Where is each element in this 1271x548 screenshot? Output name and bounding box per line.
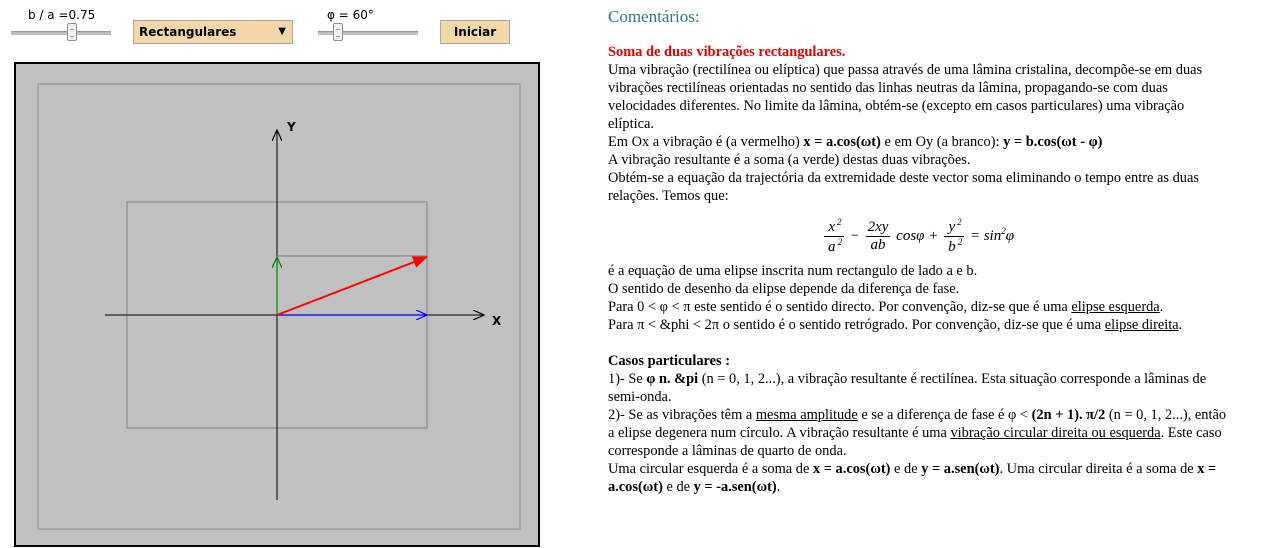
text: (n = 0, 1, 2...), a vibração resultante é rectilínea. Esta situação corresponde a lâminas de semi-onda.	[608, 371, 1207, 405]
case-2	[608, 406, 1228, 460]
ratio-label: b / a =0.75	[28, 8, 96, 22]
text: Em Ox a vibração é (a vermelho)	[608, 134, 804, 150]
paragraph-resultant: A vibração resultante é a soma (a verde) destas duas vibrações.	[608, 152, 971, 168]
vibration-canvas	[14, 62, 540, 547]
chevron-down-icon: ▼	[278, 26, 286, 37]
paragraph-equations	[608, 133, 1228, 151]
x-axis-label: X	[492, 314, 502, 328]
start-button[interactable]: Iniciar	[440, 20, 510, 44]
formula-a: a	[827, 239, 836, 255]
formula-ab: ab	[870, 237, 886, 253]
section-heading: Soma de duas vibrações rectangulares.	[608, 44, 846, 60]
text: .	[1178, 317, 1183, 333]
vibration-type-select[interactable]	[133, 20, 293, 44]
paragraph-circular	[608, 460, 1228, 496]
text: . Este caso corresponde a lâminas de quarto de onda.	[608, 425, 1222, 459]
link-right-ellipse[interactable]: elipse direita	[1104, 317, 1179, 333]
equation: x = a.cos(ωt)	[608, 461, 1217, 495]
text: e de	[662, 479, 694, 495]
text: 1)- Se	[608, 371, 647, 387]
text: e se a diferença de fase é φ <	[857, 407, 1032, 423]
text: e de	[890, 461, 922, 477]
formula-2xy: 2xy	[867, 219, 889, 235]
y-axis-label: Y	[287, 120, 296, 134]
formula-exp: 2	[1001, 225, 1006, 236]
equation: x = a.cos(ωt)	[812, 461, 891, 477]
equation: y = -a.sen(ωt)	[693, 479, 777, 495]
comments-title: Comentários:	[608, 7, 700, 26]
phase-label: φ = 60°	[327, 8, 374, 22]
x-equation: x = a.cos(ωt)	[803, 134, 881, 150]
formula-exp: 2	[837, 217, 842, 227]
text: 2)- Se as vibrações têm a	[608, 407, 756, 423]
y-equation: y = b.cos(ωt - φ)	[1003, 134, 1103, 150]
formula-b: b	[948, 239, 956, 255]
formula-x: x	[828, 219, 836, 235]
text: . Uma circular direita é a soma de	[999, 461, 1198, 477]
formula-exp: 2	[957, 217, 962, 227]
formula-cos: cosφ +	[896, 227, 939, 244]
text: .	[1159, 299, 1164, 315]
text: Uma circular esquerda é a soma de	[608, 461, 813, 477]
fraction-2xy-ab	[866, 219, 891, 254]
paragraph-left-ellipse	[608, 298, 1228, 316]
case-1-condition: φ n. &pi	[646, 371, 699, 387]
phase-slider-thumb[interactable]	[333, 23, 343, 41]
text: .	[776, 479, 781, 495]
fraction-y2-b2	[944, 217, 964, 256]
ellipse-formula	[608, 217, 1228, 256]
case-1	[608, 370, 1228, 406]
paragraph-trajectory: Obtém-se a equação da trajectória da extremidade deste vector soma eliminando o tempo entre as duas relações. Temos que:	[608, 170, 1199, 204]
formula-phi: φ	[1005, 227, 1015, 244]
formula-y: y	[948, 219, 956, 235]
link-left-ellipse[interactable]: elipse esquerda	[1071, 299, 1160, 315]
text: Para π < &phi < 2π o sentido é o sentido retrógrado. Por convenção, diz-se que é uma	[608, 317, 1105, 333]
text: e em Oy (a branco):	[880, 134, 1004, 150]
text: (n = 0, 1, 2...), então a elipse degenera num círculo. A vibração resultante é uma	[608, 407, 1227, 441]
link-circular-vibration[interactable]: vibração circular direita ou esquerda	[950, 425, 1161, 441]
case-2-condition: (2n + 1). π/2	[1031, 407, 1106, 423]
vibration-type-value: Rectangulares	[139, 25, 237, 39]
paragraph-right-ellipse	[608, 316, 1228, 334]
link-same-amplitude[interactable]: mesma amplitude	[755, 407, 858, 423]
text: Para 0 < φ < π este sentido é o sentido directo. Por convenção, diz-se que é uma	[608, 299, 1072, 315]
cases-heading-text: Casos particulares :	[608, 353, 731, 369]
vibration-drawing	[16, 64, 538, 545]
equation: y = a.sen(ωt)	[921, 461, 1000, 477]
fraction-x2-a2	[824, 217, 844, 256]
paragraph-intro: Uma vibração (rectilínea ou elíptica) que passa através de uma lâmina cristalina, decompõe-se em duas vibrações rectilíneas orientadas no sentido das linhas neutras da lâmina, propagando-se com duas velocidades diferentes. No limite da lâmina, obtém-se (excepto em casos particulares) uma vibração elíptica.	[608, 62, 1203, 132]
formula-eq-sin: = sin	[969, 227, 1002, 244]
inner-panel	[38, 84, 520, 529]
phase-slider[interactable]	[318, 22, 418, 42]
formula-minus: −	[849, 227, 860, 244]
paragraph-ellipse: é a equação de uma elipse inscrita num rectangulo de lado a e b.	[608, 263, 978, 279]
formula-exp: 2	[957, 237, 963, 247]
comments-panel	[608, 8, 1228, 496]
ratio-slider-thumb[interactable]	[67, 23, 77, 41]
paragraph-direction: O sentido de desenho da elipse depende da diferença de fase.	[608, 281, 960, 297]
cases-heading	[608, 352, 1228, 370]
formula-exp: 2	[837, 237, 842, 247]
ratio-slider[interactable]	[11, 22, 111, 42]
ratio-slider-track	[11, 31, 111, 35]
